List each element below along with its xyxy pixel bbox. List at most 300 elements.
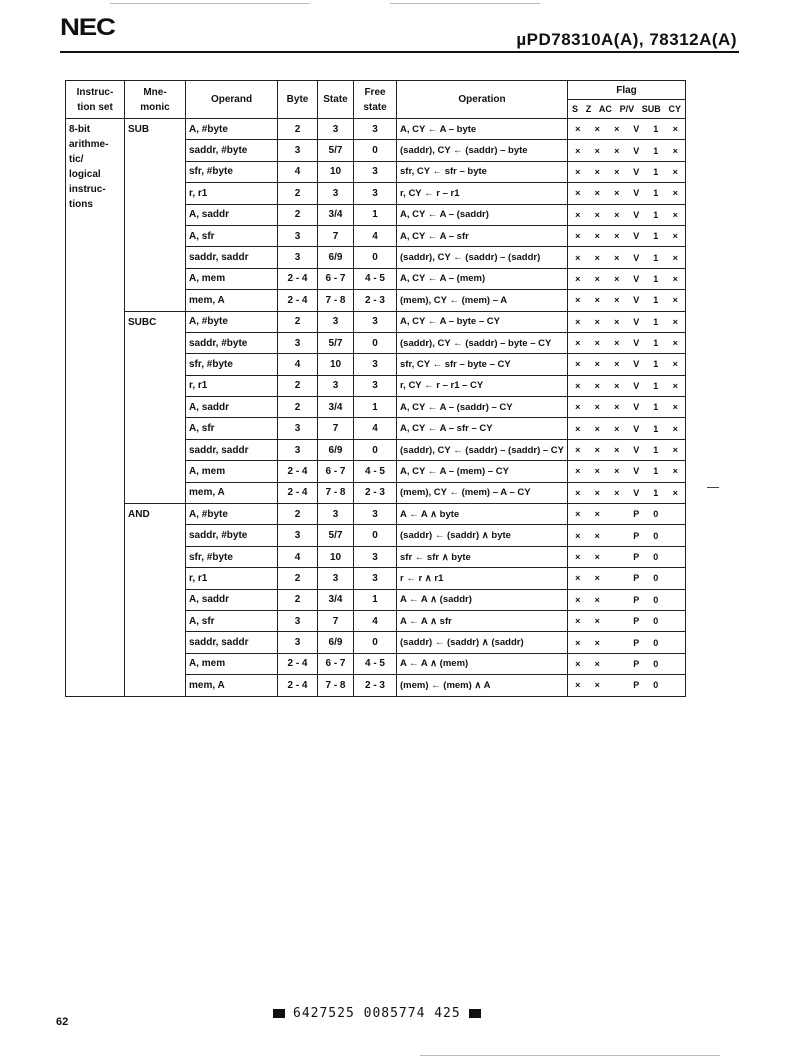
operation-cell: (mem), CY ← (mem) – A bbox=[397, 290, 568, 311]
operand-cell: A, saddr bbox=[186, 204, 278, 225]
operand-cell: saddr, saddr bbox=[186, 439, 278, 460]
flag-value: × bbox=[614, 231, 620, 242]
flag-value: V bbox=[633, 145, 640, 156]
flag-value: × bbox=[614, 209, 620, 220]
flag-value: V bbox=[633, 124, 640, 135]
free-state-cell: 2 - 3 bbox=[354, 290, 397, 311]
state-cell: 6 - 7 bbox=[318, 268, 354, 289]
operation-cell: (saddr) ← (saddr) ∧ byte bbox=[397, 525, 568, 546]
header-free-state: Free state bbox=[354, 81, 397, 119]
flag-value: × bbox=[672, 209, 678, 220]
flag-value: V bbox=[633, 466, 640, 477]
flag-value: V bbox=[633, 423, 640, 434]
operation-cell: A, CY ← A – (mem) – CY bbox=[397, 461, 568, 482]
flag-value: × bbox=[594, 637, 600, 648]
flag-value bbox=[609, 573, 625, 583]
flag-value: × bbox=[594, 509, 600, 520]
flags-cell bbox=[568, 225, 686, 246]
free-state-cell: 3 bbox=[354, 183, 397, 204]
flag-value: 0 bbox=[653, 509, 659, 520]
byte-cell: 2 - 4 bbox=[278, 290, 318, 311]
flags-cell bbox=[568, 610, 686, 631]
flag-value: 1 bbox=[653, 466, 659, 477]
operation-cell: A ← A ∧ (mem) bbox=[397, 653, 568, 674]
part-number: µPD78310A(A), 78312A(A) bbox=[516, 30, 737, 49]
state-cell: 6 - 7 bbox=[318, 653, 354, 674]
free-state-cell: 3 bbox=[354, 161, 397, 182]
barcode bbox=[265, 1006, 489, 1021]
state-cell: 5/7 bbox=[318, 140, 354, 161]
flags-cell bbox=[568, 675, 686, 696]
flag-value: 1 bbox=[653, 295, 659, 306]
flag-value: × bbox=[614, 380, 620, 391]
flag-value: V bbox=[633, 188, 640, 199]
operand-cell: mem, A bbox=[186, 482, 278, 503]
operation-cell: A, CY ← A – (saddr) bbox=[397, 204, 568, 225]
flag-value bbox=[609, 616, 625, 626]
mnemonic-cell: SUB bbox=[125, 119, 186, 312]
flag-value: × bbox=[672, 145, 678, 156]
flags-cell bbox=[568, 418, 686, 439]
flags-cell bbox=[568, 119, 686, 140]
operation-cell: A ← A ∧ byte bbox=[397, 504, 568, 525]
flag-value: P bbox=[633, 509, 640, 520]
flag-value: × bbox=[575, 209, 581, 220]
operand-cell: sfr, #byte bbox=[186, 161, 278, 182]
flag-value: V bbox=[633, 380, 640, 391]
byte-cell: 3 bbox=[278, 439, 318, 460]
free-state-cell: 4 bbox=[354, 418, 397, 439]
state-cell: 5/7 bbox=[318, 525, 354, 546]
byte-cell: 4 bbox=[278, 354, 318, 375]
flag-value: 1 bbox=[653, 231, 659, 242]
flag-value: × bbox=[594, 616, 600, 627]
byte-cell: 3 bbox=[278, 610, 318, 631]
flag-header-2: AC bbox=[598, 104, 612, 114]
flag-value: V bbox=[633, 252, 640, 263]
flag-value: × bbox=[594, 166, 600, 177]
free-state-cell: 4 bbox=[354, 225, 397, 246]
operation-cell: A ← A ∧ sfr bbox=[397, 610, 568, 631]
operation-cell: A, CY ← A – byte – CY bbox=[397, 311, 568, 332]
flag-value: P bbox=[633, 680, 640, 691]
free-state-cell: 3 bbox=[354, 311, 397, 332]
operation-cell: r, CY ← r – r1 bbox=[397, 183, 568, 204]
flag-value: × bbox=[672, 423, 678, 434]
flag-value: × bbox=[575, 487, 581, 498]
operand-cell: A, mem bbox=[186, 461, 278, 482]
operation-cell: (mem), CY ← (mem) – A – CY bbox=[397, 482, 568, 503]
flag-value: × bbox=[614, 423, 620, 434]
scan-line-bottom bbox=[420, 1055, 720, 1056]
flag-value: × bbox=[672, 273, 678, 284]
flag-value: 0 bbox=[653, 552, 659, 562]
header-row-1 bbox=[66, 81, 686, 100]
state-cell: 7 bbox=[318, 225, 354, 246]
flag-value: × bbox=[614, 124, 620, 135]
flag-value: P bbox=[633, 552, 640, 562]
flag-value: × bbox=[575, 466, 581, 477]
flag-value: × bbox=[594, 295, 600, 306]
flag-value: × bbox=[672, 402, 678, 413]
flag-value bbox=[609, 552, 625, 562]
operand-cell: A, #byte bbox=[186, 504, 278, 525]
state-cell: 6/9 bbox=[318, 439, 354, 460]
flag-value: × bbox=[594, 231, 600, 242]
operand-cell: A, saddr bbox=[186, 397, 278, 418]
byte-cell: 2 - 4 bbox=[278, 461, 318, 482]
flag-value: P bbox=[633, 594, 640, 605]
flag-value: × bbox=[575, 573, 581, 584]
flag-value: 0 bbox=[653, 530, 659, 541]
byte-cell: 3 bbox=[278, 525, 318, 546]
operand-cell: saddr, #byte bbox=[186, 140, 278, 161]
flag-value: V bbox=[633, 166, 640, 177]
header-flag-columns bbox=[568, 100, 686, 119]
flags-cell bbox=[568, 504, 686, 525]
state-cell: 3/4 bbox=[318, 397, 354, 418]
flag-value: × bbox=[575, 637, 581, 648]
flags-cell bbox=[568, 204, 686, 225]
flag-value bbox=[609, 680, 625, 690]
byte-cell: 2 - 4 bbox=[278, 482, 318, 503]
state-cell: 3 bbox=[318, 504, 354, 525]
flag-value: × bbox=[614, 445, 620, 456]
operand-cell: A, sfr bbox=[186, 610, 278, 631]
flag-value: × bbox=[594, 487, 600, 498]
header-operand: Operand bbox=[186, 81, 278, 119]
flag-header-0: S bbox=[572, 104, 579, 114]
flag-value: × bbox=[672, 188, 678, 199]
operation-cell: (saddr), CY ← (saddr) – (saddr) bbox=[397, 247, 568, 268]
flag-value: × bbox=[575, 594, 581, 605]
operand-cell: saddr, saddr bbox=[186, 247, 278, 268]
flags-cell bbox=[568, 311, 686, 332]
operand-cell: mem, A bbox=[186, 290, 278, 311]
barcode-text: 6427525 0085774 425 bbox=[293, 1006, 461, 1021]
free-state-cell: 0 bbox=[354, 439, 397, 460]
flag-value: × bbox=[594, 338, 600, 349]
flag-value: V bbox=[633, 209, 640, 220]
flag-value: 1 bbox=[653, 423, 659, 434]
state-cell: 7 - 8 bbox=[318, 290, 354, 311]
free-state-cell: 3 bbox=[354, 504, 397, 525]
flag-value: × bbox=[594, 530, 600, 541]
scan-line-top-2 bbox=[390, 3, 540, 4]
flags-cell bbox=[568, 568, 686, 589]
header-flag: Flag bbox=[568, 81, 686, 100]
operation-cell: r ← r ∧ r1 bbox=[397, 568, 568, 589]
operation-cell: A, CY ← A – sfr bbox=[397, 225, 568, 246]
flag-value: 1 bbox=[653, 145, 659, 156]
free-state-cell: 2 - 3 bbox=[354, 482, 397, 503]
flag-value bbox=[667, 531, 683, 541]
flags-cell bbox=[568, 589, 686, 610]
byte-cell: 2 bbox=[278, 589, 318, 610]
flag-value: × bbox=[614, 402, 620, 413]
flag-value: P bbox=[633, 658, 640, 669]
flag-value: 1 bbox=[653, 188, 659, 199]
flag-value: × bbox=[614, 252, 620, 263]
flags-cell bbox=[568, 482, 686, 503]
flag-value: × bbox=[575, 145, 581, 156]
state-cell: 6/9 bbox=[318, 247, 354, 268]
state-cell: 10 bbox=[318, 546, 354, 567]
state-cell: 7 bbox=[318, 418, 354, 439]
flag-value: V bbox=[633, 359, 640, 370]
flag-value: × bbox=[575, 530, 581, 541]
flag-value: × bbox=[594, 552, 600, 562]
free-state-cell: 2 - 3 bbox=[354, 675, 397, 696]
operation-cell: A, CY ← A – byte bbox=[397, 119, 568, 140]
byte-cell: 2 bbox=[278, 504, 318, 525]
operand-cell: sfr, #byte bbox=[186, 354, 278, 375]
flag-value: × bbox=[614, 359, 620, 370]
flag-value: P bbox=[633, 573, 640, 584]
flag-value: × bbox=[594, 680, 600, 691]
flag-value: × bbox=[575, 295, 581, 306]
byte-cell: 2 bbox=[278, 568, 318, 589]
flag-value: × bbox=[672, 445, 678, 456]
flag-value bbox=[609, 659, 625, 669]
free-state-cell: 3 bbox=[354, 375, 397, 396]
flag-value: × bbox=[672, 487, 678, 498]
flags-cell bbox=[568, 525, 686, 546]
flag-value bbox=[667, 573, 683, 583]
flags-cell bbox=[568, 183, 686, 204]
mnemonic-cell: SUBC bbox=[125, 311, 186, 504]
flag-value: × bbox=[614, 273, 620, 284]
flag-value: × bbox=[672, 295, 678, 306]
flag-value: × bbox=[614, 487, 620, 498]
flag-value: 1 bbox=[653, 252, 659, 263]
operand-cell: r, r1 bbox=[186, 183, 278, 204]
state-cell: 7 bbox=[318, 610, 354, 631]
instruction-table bbox=[65, 80, 686, 697]
operand-cell: A, #byte bbox=[186, 119, 278, 140]
nec-logo: NEC bbox=[60, 14, 115, 41]
operation-cell: sfr ← sfr ∧ byte bbox=[397, 546, 568, 567]
free-state-cell: 4 bbox=[354, 610, 397, 631]
header-operation: Operation bbox=[397, 81, 568, 119]
flag-value: V bbox=[633, 487, 640, 498]
operation-cell: (saddr) ← (saddr) ∧ (saddr) bbox=[397, 632, 568, 653]
state-cell: 10 bbox=[318, 354, 354, 375]
flag-value: × bbox=[594, 316, 600, 327]
flag-value: × bbox=[575, 338, 581, 349]
operation-cell: (saddr), CY ← (saddr) – byte bbox=[397, 140, 568, 161]
flags-cell bbox=[568, 290, 686, 311]
state-cell: 3/4 bbox=[318, 589, 354, 610]
operand-cell: A, mem bbox=[186, 268, 278, 289]
operand-cell: A, sfr bbox=[186, 225, 278, 246]
flag-value bbox=[667, 509, 683, 519]
free-state-cell: 3 bbox=[354, 568, 397, 589]
state-cell: 6 - 7 bbox=[318, 461, 354, 482]
flag-value: × bbox=[575, 616, 581, 627]
flags-cell bbox=[568, 140, 686, 161]
free-state-cell: 0 bbox=[354, 632, 397, 653]
operand-cell: r, r1 bbox=[186, 375, 278, 396]
flag-value bbox=[667, 552, 683, 562]
flag-value: × bbox=[614, 145, 620, 156]
flag-value: × bbox=[575, 658, 581, 669]
flag-value: × bbox=[672, 359, 678, 370]
state-cell: 3 bbox=[318, 119, 354, 140]
flag-value: 0 bbox=[653, 616, 659, 627]
operand-cell: sfr, #byte bbox=[186, 546, 278, 567]
operation-cell: A, CY ← A – (saddr) – CY bbox=[397, 397, 568, 418]
flag-value: 1 bbox=[653, 166, 659, 177]
flag-value bbox=[609, 595, 625, 605]
flag-value: V bbox=[633, 338, 640, 349]
byte-cell: 3 bbox=[278, 632, 318, 653]
byte-cell: 3 bbox=[278, 140, 318, 161]
flag-value: 1 bbox=[653, 273, 659, 284]
flag-value: × bbox=[594, 658, 600, 669]
flag-value: × bbox=[594, 188, 600, 199]
flag-value bbox=[667, 638, 683, 648]
byte-cell: 2 bbox=[278, 311, 318, 332]
state-cell: 6/9 bbox=[318, 632, 354, 653]
flag-value: × bbox=[575, 316, 581, 327]
free-state-cell: 0 bbox=[354, 332, 397, 353]
flags-cell bbox=[568, 332, 686, 353]
state-cell: 3 bbox=[318, 375, 354, 396]
state-cell: 7 - 8 bbox=[318, 675, 354, 696]
flags-cell bbox=[568, 653, 686, 674]
flag-value: × bbox=[594, 402, 600, 413]
flag-value: × bbox=[575, 166, 581, 177]
table-row bbox=[66, 311, 686, 332]
flag-value: 1 bbox=[653, 402, 659, 413]
flag-value: V bbox=[633, 402, 640, 413]
flag-header-5: CY bbox=[668, 104, 681, 114]
byte-cell: 3 bbox=[278, 332, 318, 353]
flag-value: × bbox=[672, 166, 678, 177]
operation-cell: (saddr), CY ← (saddr) – byte – CY bbox=[397, 332, 568, 353]
flag-value bbox=[667, 595, 683, 605]
flag-value: × bbox=[594, 380, 600, 391]
flag-value: × bbox=[594, 573, 600, 584]
free-state-cell: 3 bbox=[354, 354, 397, 375]
flag-value: 1 bbox=[653, 316, 659, 327]
flag-value: 1 bbox=[653, 338, 659, 349]
free-state-cell: 0 bbox=[354, 140, 397, 161]
flag-value: × bbox=[575, 273, 581, 284]
operand-cell: A, sfr bbox=[186, 418, 278, 439]
free-state-cell: 0 bbox=[354, 525, 397, 546]
free-state-cell: 1 bbox=[354, 397, 397, 418]
header-rule bbox=[60, 51, 739, 53]
flag-value: × bbox=[672, 124, 678, 135]
flag-value: P bbox=[633, 616, 640, 627]
flag-value: × bbox=[594, 252, 600, 263]
flags-cell bbox=[568, 161, 686, 182]
flag-value: × bbox=[575, 445, 581, 456]
byte-cell: 3 bbox=[278, 418, 318, 439]
flag-value bbox=[609, 638, 625, 648]
flags-cell bbox=[568, 632, 686, 653]
flag-value: × bbox=[594, 273, 600, 284]
flag-value: × bbox=[594, 423, 600, 434]
flag-value: V bbox=[633, 316, 640, 327]
operand-cell: saddr, #byte bbox=[186, 332, 278, 353]
operation-cell: (saddr), CY ← (saddr) – (saddr) – CY bbox=[397, 439, 568, 460]
flags-cell bbox=[568, 375, 686, 396]
state-cell: 3 bbox=[318, 311, 354, 332]
flag-value bbox=[667, 680, 683, 690]
flag-value: × bbox=[575, 402, 581, 413]
flag-value: V bbox=[633, 273, 640, 284]
flags-cell bbox=[568, 461, 686, 482]
operation-cell: A ← A ∧ (saddr) bbox=[397, 589, 568, 610]
flag-value: × bbox=[594, 445, 600, 456]
byte-cell: 3 bbox=[278, 225, 318, 246]
flag-header-3: P/V bbox=[619, 104, 635, 114]
flag-value: × bbox=[575, 509, 581, 520]
state-cell: 3 bbox=[318, 183, 354, 204]
byte-cell: 2 bbox=[278, 183, 318, 204]
flags-cell bbox=[568, 397, 686, 418]
flags-cell bbox=[568, 268, 686, 289]
flag-header-4: SUB bbox=[641, 104, 661, 114]
flags-cell bbox=[568, 354, 686, 375]
free-state-cell: 4 - 5 bbox=[354, 653, 397, 674]
state-cell: 10 bbox=[318, 161, 354, 182]
state-cell: 7 - 8 bbox=[318, 482, 354, 503]
flag-value: × bbox=[594, 145, 600, 156]
flags-cell bbox=[568, 546, 686, 567]
flag-value: × bbox=[614, 466, 620, 477]
operation-cell: sfr, CY ← sfr – byte – CY bbox=[397, 354, 568, 375]
operation-cell: A, CY ← A – sfr – CY bbox=[397, 418, 568, 439]
flag-value: V bbox=[633, 231, 640, 242]
header-byte: Byte bbox=[278, 81, 318, 119]
byte-cell: 2 bbox=[278, 119, 318, 140]
flag-value: 0 bbox=[653, 658, 659, 669]
operand-cell: A, saddr bbox=[186, 589, 278, 610]
free-state-cell: 1 bbox=[354, 589, 397, 610]
page-number: 62 bbox=[56, 1016, 69, 1028]
state-cell: 3 bbox=[318, 568, 354, 589]
flag-value: P bbox=[633, 637, 640, 648]
free-state-cell: 4 - 5 bbox=[354, 461, 397, 482]
flag-value: 1 bbox=[653, 487, 659, 498]
state-cell: 3/4 bbox=[318, 204, 354, 225]
header-mnemonic: Mne- monic bbox=[125, 81, 186, 119]
barcode-block-right bbox=[469, 1009, 481, 1018]
flags-cell bbox=[568, 247, 686, 268]
flags-cell bbox=[568, 439, 686, 460]
free-state-cell: 1 bbox=[354, 204, 397, 225]
byte-cell: 2 bbox=[278, 204, 318, 225]
flag-value: × bbox=[594, 359, 600, 370]
flag-value bbox=[609, 509, 625, 519]
instruction-set-cell: 8-bit arithme- tic/ logical instruc- tions bbox=[66, 119, 125, 697]
table-row bbox=[66, 119, 686, 140]
flag-value: 0 bbox=[653, 573, 659, 584]
byte-cell: 2 bbox=[278, 375, 318, 396]
operand-cell: A, #byte bbox=[186, 311, 278, 332]
flag-value: 0 bbox=[653, 680, 659, 691]
margin-tick bbox=[707, 487, 719, 488]
scan-line-top-1 bbox=[110, 3, 310, 4]
flag-value bbox=[667, 659, 683, 669]
free-state-cell: 4 - 5 bbox=[354, 268, 397, 289]
flag-value bbox=[609, 531, 625, 541]
flag-value: V bbox=[633, 445, 640, 456]
